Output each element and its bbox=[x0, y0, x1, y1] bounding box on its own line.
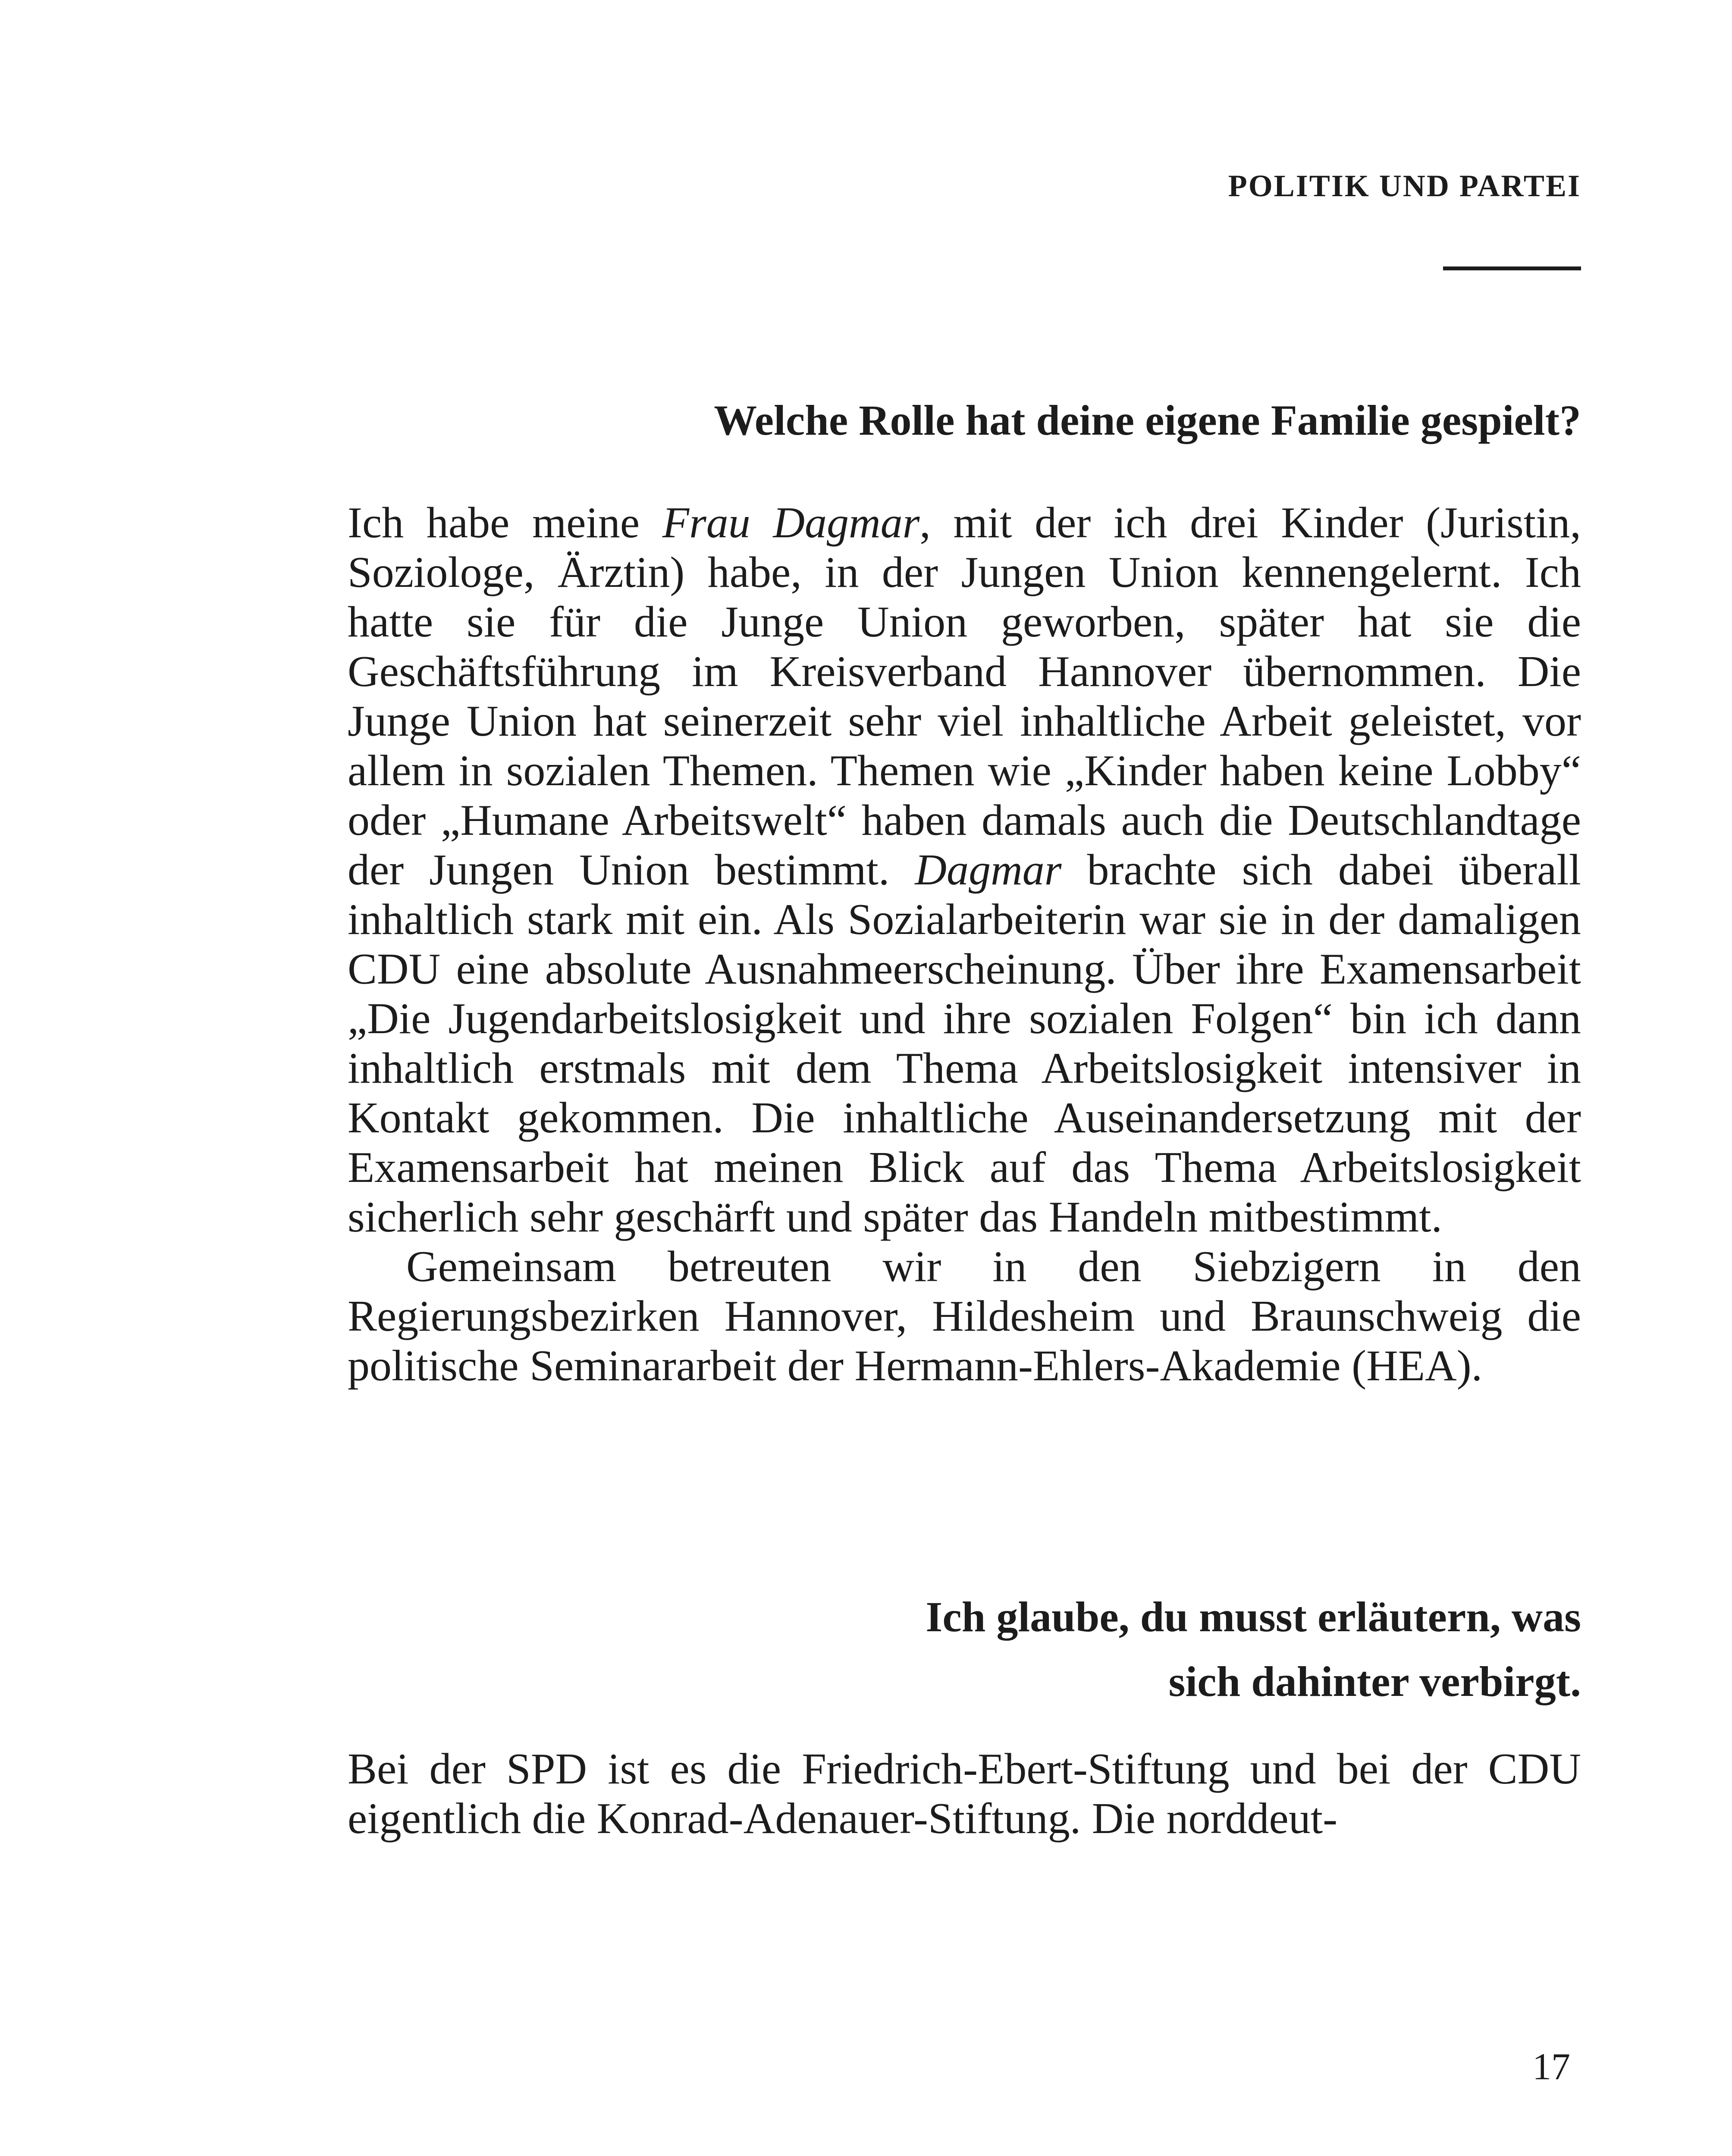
answer-paragraph-1: Ich habe meine Frau Dagmar, mit der ich drei Kinder (Juristin, Soziologe, Ärztin) habe, in der Jungen Union kennengelernt. Ich hatte sie für die Junge Union geworben, später hat sie die Geschäftsführung im Kreisverband Hannover übernommen. Die Junge Union hat seinerzeit sehr viel inhaltliche Arbeit geleistet, vor allem in sozialen Themen. Themen wie „Kinder haben keine Lobby“ oder „Humane Arbeitswelt“ haben damals auch die Deutschlandtage der Jungen Union bestimmt. Dagmar brachte sich dabei überall inhaltlich stark mit ein. Als Sozialarbeiterin war sie in der damaligen CDU eine absolute Ausnahmeerscheinung. Über ihre Examensarbeit „Die Jugendarbeitslosigkeit und ihre sozialen Folgen“ bin ich dann inhaltlich erstmals mit dem Thema Arbeitslosigkeit intensiver in Kontakt gekommen. Die inhaltliche Auseinandersetzung mit der Examensarbeit hat meinen Blick auf das Thema Arbeitslosigkeit sicherlich sehr geschärft und später das Handeln mitbestimmt. bbox=[348, 498, 1581, 1241]
question2-line1: Ich glaube, du musst erläutern, was bbox=[926, 1593, 1581, 1641]
page-number: 17 bbox=[1532, 2046, 1570, 2088]
answer-paragraph-2: Gemeinsam betreuten wir in den Siebzigern in den Regierungsbezirken Hannover, Hildesheim und Braunschweig die politische Seminararbeit der Hermann-Ehlers-Akademie (HEA). bbox=[348, 1242, 1581, 1390]
interview-question-explain bbox=[805, 1585, 1581, 1714]
question2-line2: sich dahinter verbirgt. bbox=[1168, 1658, 1581, 1705]
interview-question-family: Welche Rolle hat deine eigene Familie gespielt? bbox=[714, 396, 1581, 444]
answer-paragraph-3: Bei der SPD ist es die Friedrich-Ebert-Stiftung und bei der CDU eigentlich die Konrad-Adenauer-Stiftung. Die norddeut- bbox=[348, 1745, 1581, 1843]
answer-block-foundations bbox=[348, 1744, 1581, 1843]
running-header: POLITIK UND PARTEI bbox=[1228, 169, 1581, 203]
header-rule bbox=[1443, 266, 1581, 270]
answer-block-family bbox=[348, 498, 1581, 1391]
